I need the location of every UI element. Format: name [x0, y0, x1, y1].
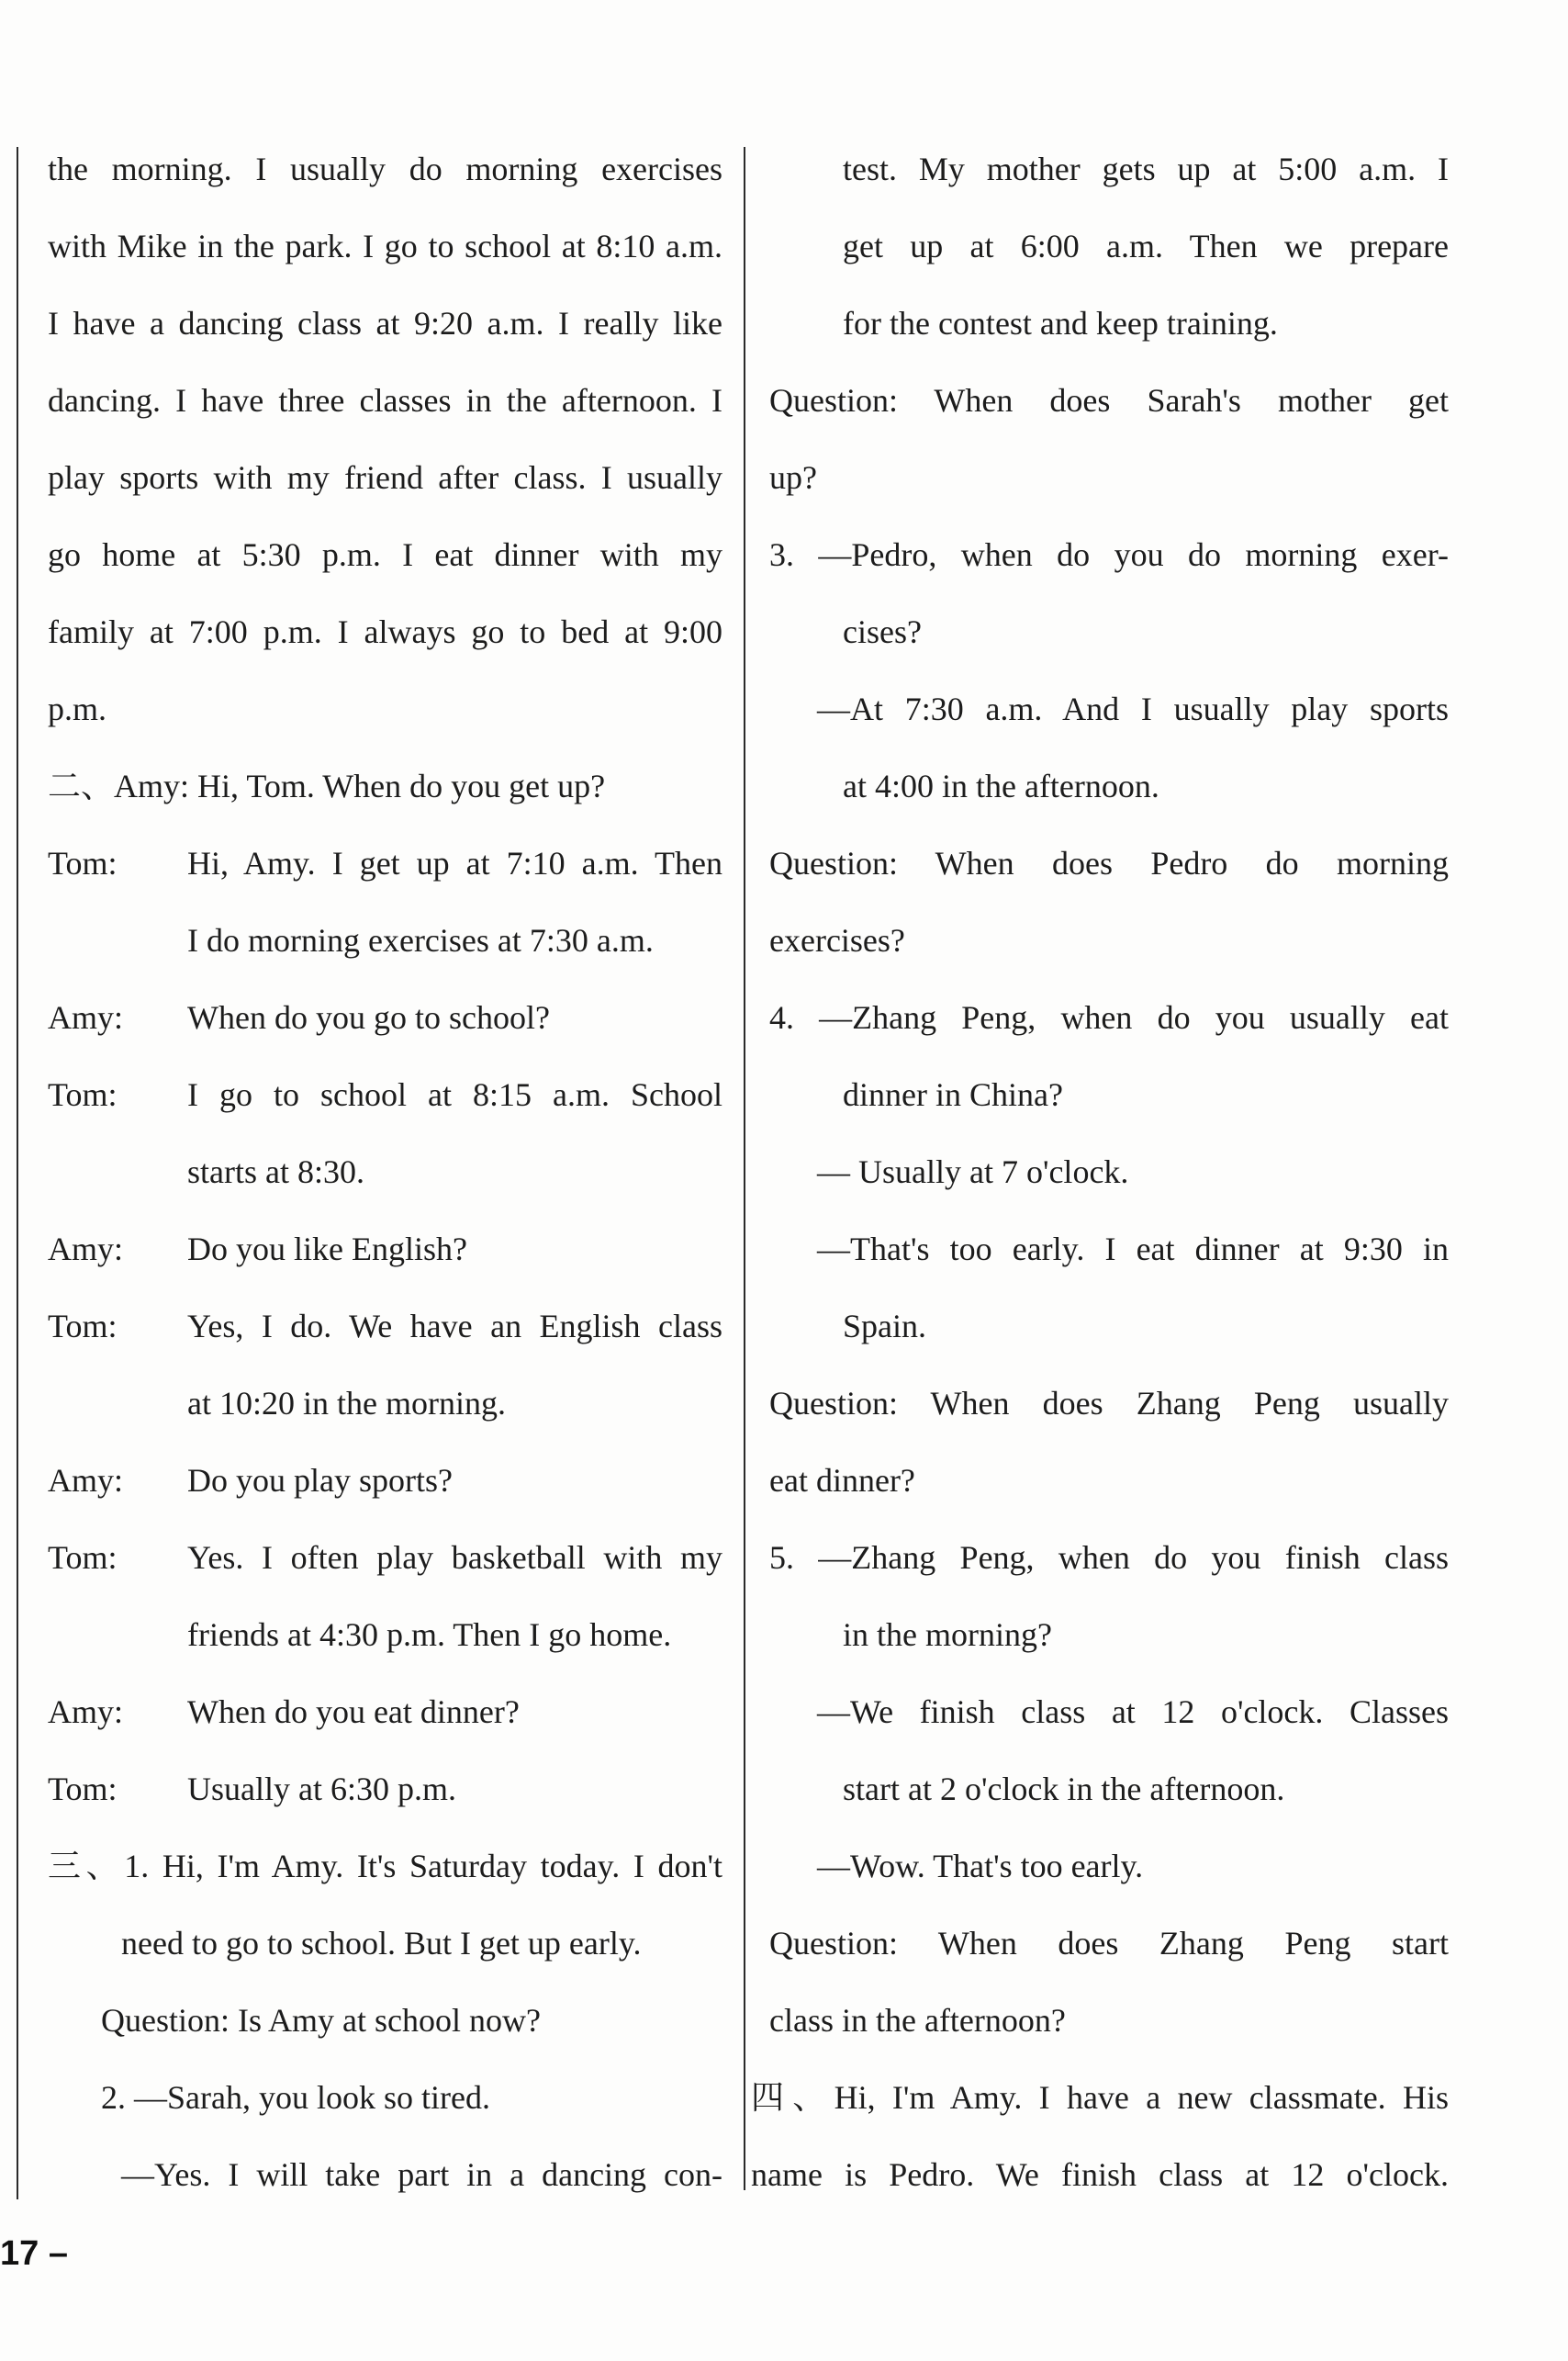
text-line: in the morning? — [843, 1616, 1052, 1653]
text-line: dancing. I have three classes in the afternoon. I — [48, 382, 722, 419]
dialog-continuation: I do morning exercises at 7:30 a.m. — [187, 922, 654, 959]
text-line: —Yes. I will take part in a dancing con- — [121, 2156, 722, 2193]
text-line: —That's too early. I eat dinner at 9:30 in — [817, 1231, 1449, 1267]
question-line: Question: When does Pedro do morning — [769, 845, 1449, 882]
text-line: 2. —Sarah, you look so tired. — [101, 2079, 490, 2116]
speaker: Tom: — [48, 845, 118, 882]
text-line: at 4:00 in the afternoon. — [843, 768, 1159, 804]
text-line: Hi, I'm Amy. I have a new classmate. His — [834, 2079, 1449, 2116]
dialog-line — [48, 834, 722, 911]
text-line: the morning. I usually do morning exercises — [48, 151, 722, 187]
dialog-text: I go to school at 8:15 a.m. School — [187, 1076, 722, 1113]
speaker: Tom: — [48, 1539, 118, 1576]
text-line: —We finish class at 12 o'clock. Classes — [817, 1693, 1449, 1730]
section-2-heading — [48, 757, 722, 834]
dialog-line — [48, 1451, 722, 1528]
dialog-text: Hi, Amy. I get up at 7:10 a.m. Then — [187, 845, 722, 882]
section-marker: 三、 — [48, 1848, 125, 1884]
text-line: Spain. — [843, 1308, 927, 1344]
text-line: get up at 6:00 a.m. Then we prepare — [843, 228, 1449, 264]
dialog-text: Yes, I do. We have an English class — [187, 1308, 722, 1344]
text-line: start at 2 o'clock in the afternoon. — [843, 1771, 1285, 1807]
text-line: family at 7:00 p.m. I always go to bed at 9:00 — [48, 613, 722, 650]
speaker: Tom: — [48, 1076, 118, 1113]
question-line: Question: When does Zhang Peng usually — [769, 1385, 1449, 1422]
text-line: I have a dancing class at 9:20 a.m. I really like — [48, 305, 722, 342]
speaker: Tom: — [48, 1308, 118, 1344]
dialog-text: When do you eat dinner? — [187, 1693, 520, 1730]
text-line: dinner in China? — [843, 1076, 1063, 1113]
text-line: play sports with my friend after class. I usually — [48, 459, 722, 496]
text-line: need to go to school. But I get up early. — [121, 1925, 642, 1962]
text-line: 3. —Pedro, when do you do morning exer- — [769, 536, 1449, 573]
text-line: up? — [769, 459, 817, 496]
text-line: —At 7:30 a.m. And I usually play sports — [817, 691, 1449, 727]
column-divider — [744, 147, 745, 2190]
dialog-text: When do you go to school? — [187, 999, 550, 1036]
section-3-heading — [48, 1837, 722, 1914]
text-line: with Mike in the park. I go to school at 8:10 a.m. — [48, 228, 722, 264]
dialog-continuation: at 10:20 in the morning. — [187, 1385, 506, 1422]
dialog-text: Yes. I often play basketball with my — [187, 1539, 722, 1576]
dialog-line — [48, 1065, 722, 1142]
speaker: Amy: — [48, 1231, 124, 1267]
text-line: cises? — [843, 613, 922, 650]
text-line: —Wow. That's too early. — [817, 1848, 1144, 1884]
left-margin-rule — [17, 147, 18, 2199]
section-marker: 二、 — [48, 768, 115, 804]
dialog-continuation: friends at 4:30 p.m. Then I go home. — [187, 1616, 672, 1653]
dialog-text: Do you like English? — [187, 1231, 467, 1267]
dialog-line — [48, 988, 722, 1065]
right-column — [751, 140, 1449, 2222]
text-line: test. My mother gets up at 5:00 a.m. I — [843, 151, 1449, 187]
speaker: Amy: — [48, 1462, 124, 1499]
question-line: Question: When does Zhang Peng start — [769, 1925, 1449, 1962]
speaker: Tom: — [48, 1771, 118, 1807]
text-line: exercises? — [769, 922, 905, 959]
dialog-line — [48, 1220, 722, 1297]
speaker: Amy: — [48, 1693, 124, 1730]
section-4-heading — [751, 2068, 1449, 2145]
text-line: 4. —Zhang Peng, when do you usually eat — [769, 999, 1449, 1036]
left-column — [48, 140, 722, 2222]
text-line: p.m. — [48, 691, 107, 727]
text-line: name is Pedro. We finish class at 12 o'clock. — [751, 2156, 1449, 2193]
speaker: Amy: — [48, 999, 124, 1036]
text-line: class in the afternoon? — [769, 2002, 1066, 2039]
dialog-first-line: Amy: Hi, Tom. When do you get up? — [114, 768, 606, 804]
text-line: — Usually at 7 o'clock. — [817, 1153, 1129, 1190]
item-text: 1. Hi, I'm Amy. It's Saturday today. I don't — [124, 1848, 722, 1884]
dialog-continuation: starts at 8:30. — [187, 1153, 364, 1190]
dialog-line — [48, 1760, 722, 1837]
dialog-line — [48, 1682, 722, 1760]
dialog-line — [48, 1297, 722, 1374]
question-line: Question: Is Amy at school now? — [101, 2002, 541, 2039]
text-line: for the contest and keep training. — [843, 305, 1278, 342]
text-line: eat dinner? — [769, 1462, 915, 1499]
dialog-text: Do you play sports? — [187, 1462, 453, 1499]
page-number: 17 – — [0, 2234, 68, 2273]
text-line: go home at 5:30 p.m. I eat dinner with my — [48, 536, 722, 573]
dialog-text: Usually at 6:30 p.m. — [187, 1771, 456, 1807]
section-marker: 四、 — [751, 2079, 834, 2116]
text-line: 5. —Zhang Peng, when do you finish class — [769, 1539, 1449, 1576]
question-line: Question: When does Sarah's mother get — [769, 382, 1449, 419]
dialog-line — [48, 1528, 722, 1605]
